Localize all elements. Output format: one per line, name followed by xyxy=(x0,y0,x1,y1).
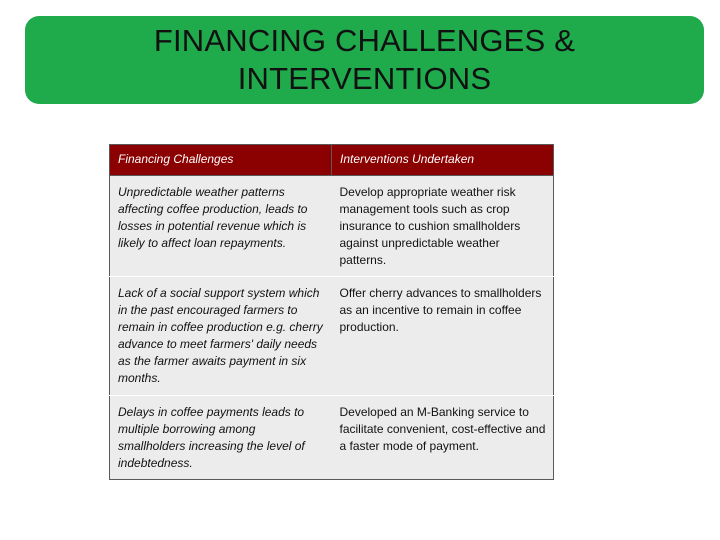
table-row xyxy=(110,277,554,396)
title-banner xyxy=(25,16,704,104)
intervention-cell: Developed an M-Banking service to facilitate convenient, cost-effective and a faster mode of payment. xyxy=(332,396,554,480)
table-row xyxy=(110,396,554,480)
header-financing-challenges: Financing Challenges xyxy=(110,145,332,176)
intervention-cell: Develop appropriate weather risk management tools such as crop insurance to cushion smallholders against unpredictable weather patterns. xyxy=(332,176,554,277)
header-interventions-undertaken: Interventions Undertaken xyxy=(332,145,554,176)
intervention-cell: Offer cherry advances to smallholders as an incentive to remain in coffee production. xyxy=(332,277,554,396)
slide-title-line-1: FINANCING CHALLENGES & xyxy=(153,23,576,58)
challenge-cell: Delays in coffee payments leads to multiple borrowing among smallholders increasing the level of indebtedness. xyxy=(110,396,332,480)
challenges-table xyxy=(109,144,554,480)
challenges-table-container xyxy=(109,144,553,480)
challenge-cell: Unpredictable weather patterns affecting coffee production, leads to losses in potential revenue which is likely to affect loan repayments. xyxy=(110,176,332,277)
table-row xyxy=(110,176,554,277)
slide-title-line-2: INTERVENTIONS xyxy=(237,61,492,96)
challenge-cell: Lack of a social support system which in the past encouraged farmers to remain in coffee production e.g. cherry advance to meet farmers' daily needs as the farmer awaits payment in six months. xyxy=(110,277,332,396)
table-header-row xyxy=(110,145,554,176)
